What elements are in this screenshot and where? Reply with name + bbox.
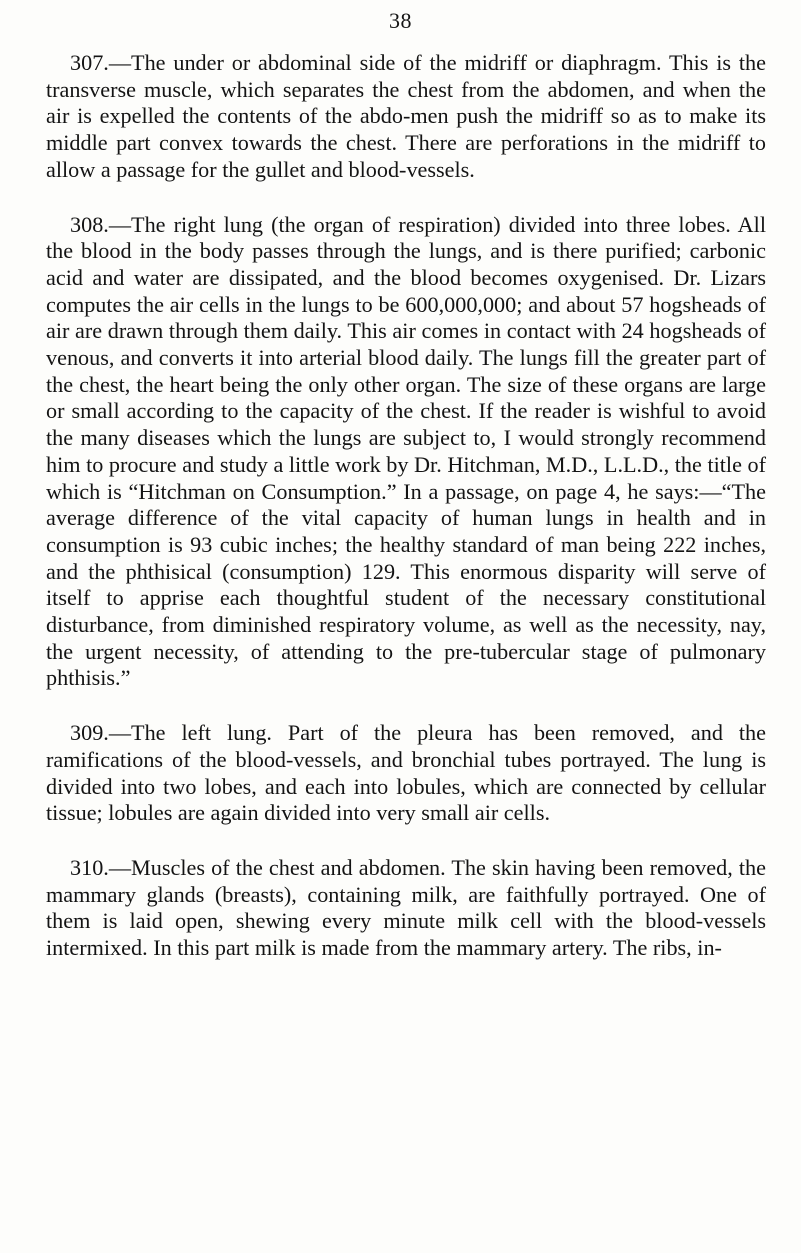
paragraph-309-left-lung: 309.—The left lung. Part of the pleura has been removed, and the ramifications of the blood-vessels, and bronchial tubes portrayed. The lung is divided into two lobes, and each into lobules, which are connected by cellular tissue; lobules are again divided into very small air cells.	[46, 720, 766, 826]
page-number: 38	[389, 8, 412, 33]
paragraph-310-chest-muscles: 310.—Muscles of the chest and abdomen. The skin having been removed, the mammary glands (breasts), containing milk, are faithfully portrayed. One of them is laid open, shewing every minute milk cell with the blood-vessels intermixed. In this part milk is made from the mammary artery. The ribs, in-	[46, 854, 766, 961]
paragraph-308-right-lung: 308.—The right lung (the organ of respiration) divided into three lobes. All the blood in the body passes through the lungs, and is there purified; carbonic acid and water are dissipated, and the blood becomes oxygenised. Dr. Lizars computes the air cells in the lungs to be 600,000,000; and about 57 hogsheads of air are drawn through them daily. This air comes in contact with 24 hogsheads of venous, and converts it into arterial blood daily. The lungs fill the greater part of the chest, the heart being the only other organ. The size of these organs are large or small according to the capacity of the chest. If the reader is wishful to avoid the many diseases which the lungs are subject to, I would strongly recommend him to procure and study a little work by Dr. Hitchman, M.D., L.L.D., the title of which is “Hitchman on Consumption.” In a passage, on page 4, he says:—“The average difference of the vital capacity of human lungs in health and in consumption is 93 cubic inches; the healthy standard of man being 222 inches, and the phthisical (consumption) 129. This enormous disparity will serve of itself to apprise each thoughtful student of the necessary constitutional disturbance, from diminished respiratory volume, as well as the necessity, nay, the urgent necessity, of attending to the pre-tubercular stage of pulmonary phthisis.”	[46, 211, 766, 691]
paragraph-307-diaphragm: 307.—The under or abdominal side of the midriff or diaphragm. This is the transverse muscle, which separates the chest from the abdomen, and when the air is expelled the contents of the abdo-men push the midriff so as to make its middle part convex towards the chest. There are perforations in the midriff to allow a passage for the gullet and blood-vessels.	[46, 50, 766, 182]
page-body	[46, 50, 766, 962]
